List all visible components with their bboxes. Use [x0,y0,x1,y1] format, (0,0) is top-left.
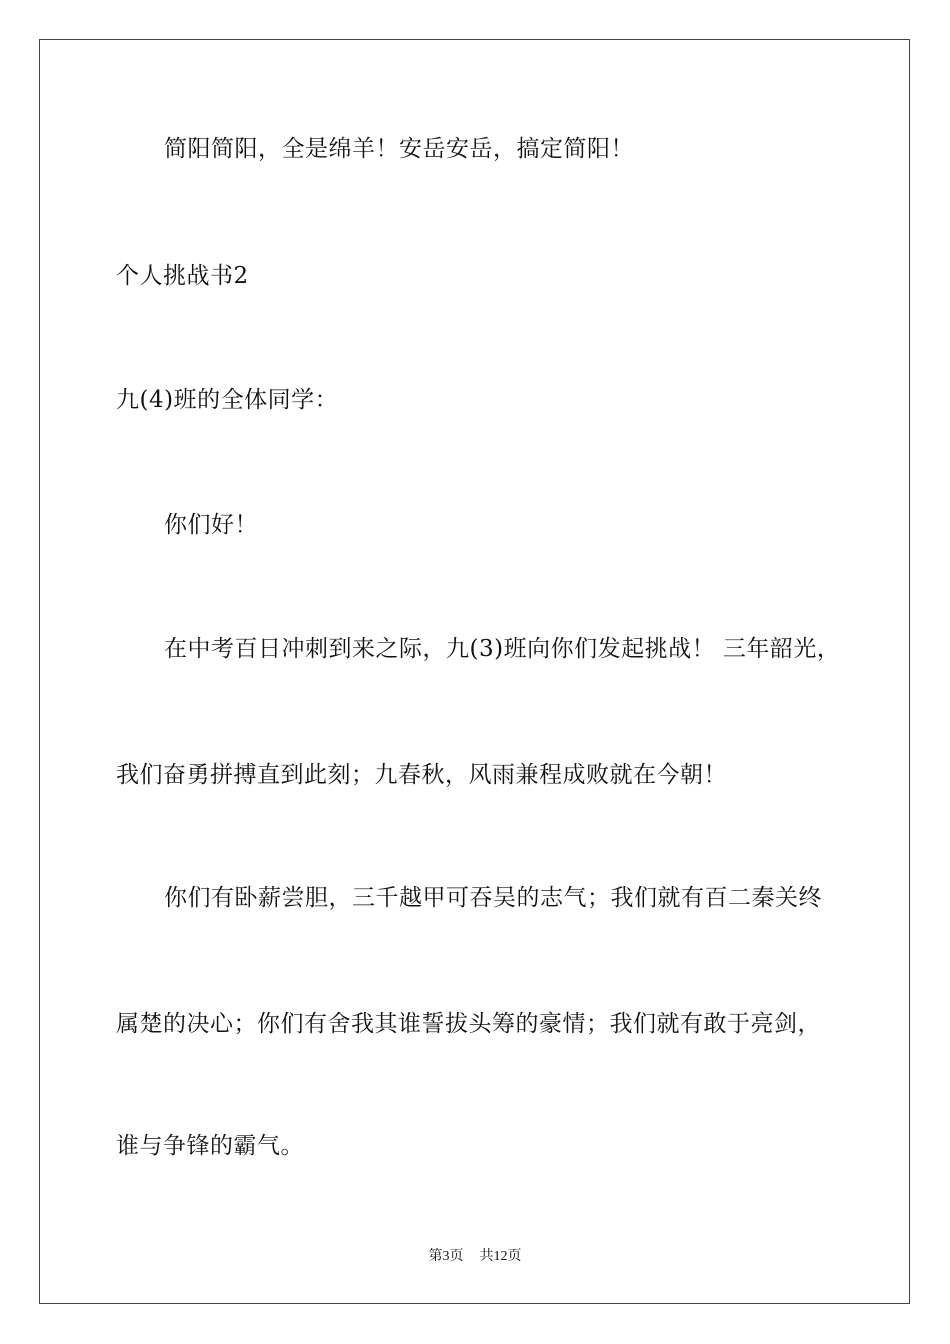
page-footer [0,1248,950,1266]
paragraph-line: 属楚的决心；你们有舍我其谁誓拔头筹的豪情；我们就有敢于亮剑， [116,1011,821,1037]
slogan-line: 简阳简阳，全是绵羊！安岳安岳，搞定简阳！ [164,136,634,162]
greeting: 你们好！ [164,512,258,538]
page-number: 第3页 [428,1249,464,1264]
paragraph-line: 在中考百日冲刺到来之际，九(3)班向你们发起挑战！ 三年韶光， [164,636,841,662]
page-frame [39,39,910,1304]
paragraph-line: 谁与争锋的霸气。 [116,1133,304,1159]
paragraph-line: 我们奋勇拼搏直到此刻；九春秋，风雨兼程成败就在今朝！ [116,762,727,788]
salutation: 九(4)班的全体同学： [116,387,339,413]
page-total: 共12页 [479,1249,522,1264]
paragraph-line: 你们有卧薪尝胆，三千越甲可吞吴的志气；我们就有百二秦关终 [164,885,822,911]
section-title: 个人挑战书2 [116,263,249,289]
